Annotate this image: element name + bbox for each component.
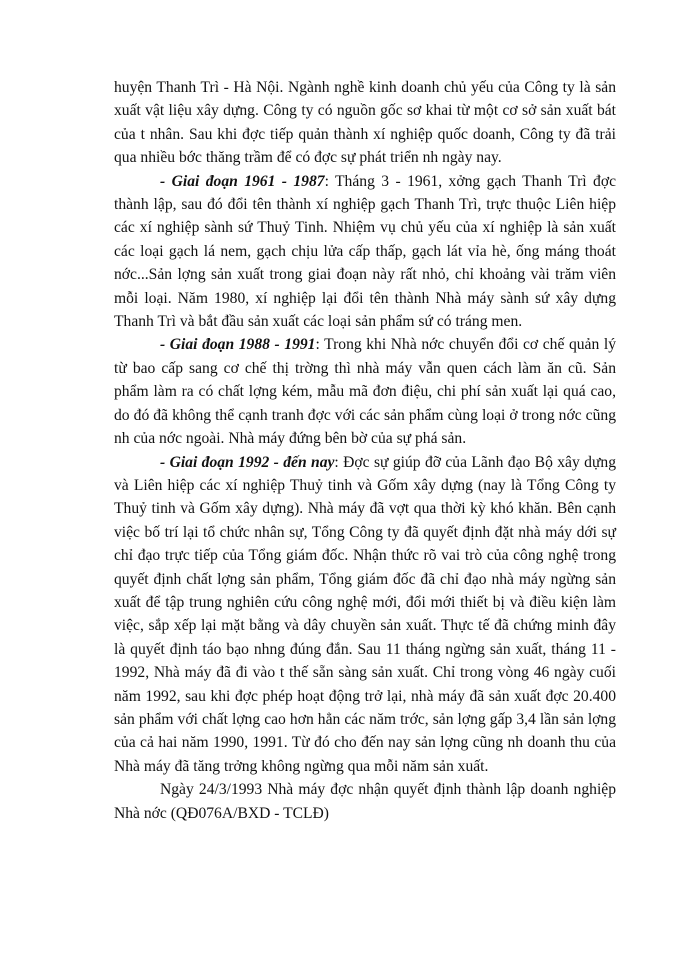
period-heading: - Giai đoạn 1992 - đến nay <box>160 453 335 471</box>
paragraph-text: Ngày 24/3/1993 Nhà máy đợc nhận quyết định thành lập doanh nghiệp Nhà nớc (QĐ076A/BXD - TCLĐ) <box>114 781 616 822</box>
paragraph-text: huyện Thanh Trì - Hà Nội. Ngành nghề kinh doanh chủ yếu của Công ty là sản xuất vật liệu xây dựng. Công ty có nguồn gốc sơ khai từ một cơ sở sản xuất bát của t nhân. Sau khi đợc tiếp quản thành xí nghiệp quốc doanh, Công ty đã trải qua nhiều bớc thăng trầm để có đợc sự phát triển nh ngày nay. <box>114 79 616 167</box>
period-heading: - Giai đoạn 1961 - 1987 <box>160 172 325 190</box>
paragraph-intro <box>114 76 616 170</box>
paragraph-period-1961-1987 <box>114 170 616 334</box>
paragraph-text: : Tháng 3 - 1961, xởng gạch Thanh Trì đợc thành lập, sau đó đổi tên thành xí nghiệp gạch Thanh Trì, trực thuộc Liên hiệp các xí nghiệp sành sứ Thuỷ Tinh. Nhiệm vụ chủ yếu của xí nghiệp là sản xuất các loại gạch lá nem, gạch chịu lửa cấp thấp, gạch lát vỉa hè, ống máng thoát nớc...Sản lợng sản xuất trong giai đoạn này rất nhỏ, chỉ khoảng vài trăm viên mỗi loại. Năm 1980, xí nghiệp lại đổi tên thành Nhà máy sành sứ xây dựng Thanh Trì và bắt đầu sản xuất các loại sản phẩm sứ có tráng men. <box>114 172 616 331</box>
document-body <box>114 76 616 825</box>
paragraph-period-1992-present <box>114 451 616 779</box>
paragraph-text: : Đợc sự giúp đỡ của Lãnh đạo Bộ xây dựng và Liên hiệp các xí nghiệp Thuỷ tinh và Gốm xây dựng (nay là Tổng Công ty Thuỷ tinh và Gốm xây dựng). Nhà máy đã vợt qua thời kỳ khó khăn. Bên cạnh việc bố trí lại tổ chức nhân sự, Tổng Công ty đã quyết định đặt nhà máy dới sự chỉ đạo trực tiếp của Tổng giám đốc. Nhận thức rõ vai trò của công nghệ trong quyết định chất lợng sản phẩm, Tổng giám đốc đã chỉ đạo nhà máy ngừng sản xuất để tập trung nghiên cứu công nghệ mới, đổi mới thiết bị và điều kiện làm việc, sắp xếp lại mặt bằng và dây chuyền sản xuất. Thực tế đã chứng minh đây là quyết định táo bạo nhng đúng đắn. Sau 11 tháng ngừng sản xuất, tháng 11 - 1992, Nhà máy đã đi vào t thế sẵn sàng sản xuất. Chỉ trong vòng 46 ngày cuối năm 1992, sau khi đợc phép hoạt động trở lại, nhà máy đã sản xuất đợc 20.400 sản phẩm với chất lợng cao hơn hẳn các năm trớc, sản lợng gấp 3,4 lần sản lợng của cả hai năm 1990, 1991. Từ đó cho đến nay sản lợng cũng nh doanh thu của Nhà máy đã tăng trởng không ngừng qua mỗi năm sản xuất. <box>114 453 616 775</box>
paragraph-period-1988-1991 <box>114 333 616 450</box>
paragraph-establishment-decision <box>114 778 616 825</box>
paragraph-text: : Trong khi Nhà nớc chuyển đổi cơ chế quản lý từ bao cấp sang cơ chế thị trờng thì nhà máy vẫn quen cách làm ăn cũ. Sản phẩm làm ra có chất lợng kém, mẫu mã đơn điệu, chi phí sản xuất lại quá cao, do đó đã không thể cạnh tranh đợc với các sản phẩm cùng loại ở trong nớc cũng nh của nớc ngoài. Nhà máy đứng bên bờ của sự phá sản. <box>114 336 616 448</box>
period-heading: - Giai đoạn 1988 - 1991 <box>160 336 316 354</box>
